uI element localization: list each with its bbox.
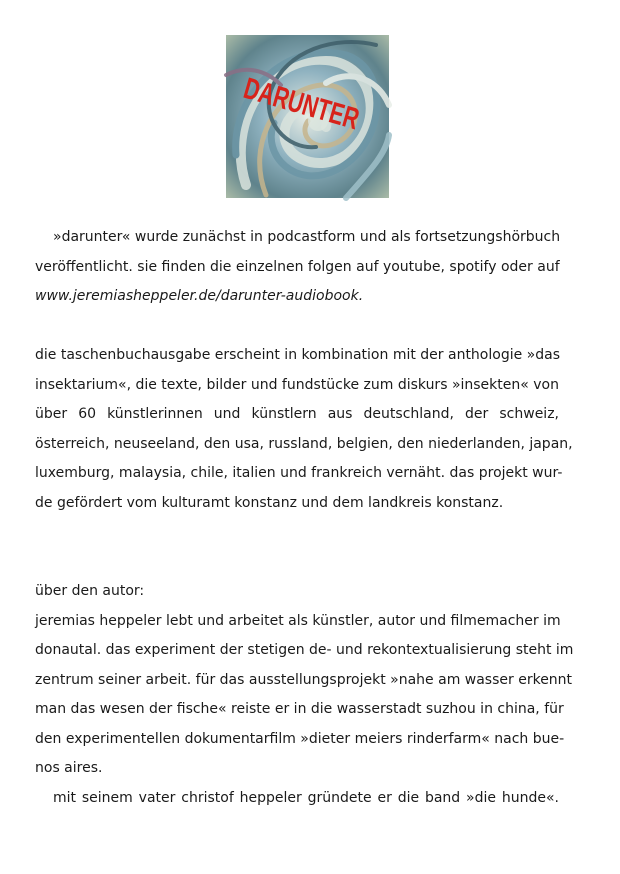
audiobook-url: www.jeremiasheppeler.de/darunter-audiobook. [35,288,364,304]
text-line: man das wesen der fische« reiste er in die wasserstadt suzhou in china, für [35,701,564,717]
release-paragraph [35,341,573,518]
intro-paragraph [35,223,559,312]
text-line: jeremias heppeler lebt und arbeitet als künstler, autor und filmemacher im [35,612,561,629]
text-line: luxemburg, malaysia, chile, italien und frankreich vernäht. das projekt wur- [35,465,563,481]
text-line: den experimentellen dokumentarfilm »dieter meiers rinderfarm« nach bue- [35,730,565,747]
text-line: donautal. das experiment der stetigen de- und rekontextualisierung steht im [35,642,574,658]
swirl-artwork [226,35,411,198]
text-line: insektarium«, die texte, bilder und fundstücke zum diskurs »insekten« von [35,376,559,393]
text-line: österreich, neuseeland, den usa, russland, belgien, den niederlanden, japan, [35,435,573,452]
text-line: veröffentlicht. sie finden die einzelnen folgen auf youtube, spotify oder auf [35,258,560,275]
about-heading: über den autor: [35,583,145,599]
text-line: über 60 künstlerinnen und künstlern aus deutschland, der schweiz, [35,406,559,422]
text-line: zentrum seiner arbeit. für das ausstellungsprojekt »nahe am wasser erkennt [35,671,573,688]
text-line: mit seinem vater christof heppeler gründete er die band »die hunde«. [53,789,559,806]
cover-logo-text: DARUNTER [240,72,411,151]
about-author-section [35,577,574,813]
cover-image [226,35,411,198]
text-line: de gefördert vom kulturamt konstanz und dem landkreis konstanz. [35,494,504,511]
text-line: nos aires. [35,760,103,776]
text-line: die taschenbuchausgabe erscheint in kombination mit der anthologie »das [35,347,560,363]
text-line: »darunter« wurde zunächst in podcastform und als fortsetzungshörbuch [53,229,561,245]
